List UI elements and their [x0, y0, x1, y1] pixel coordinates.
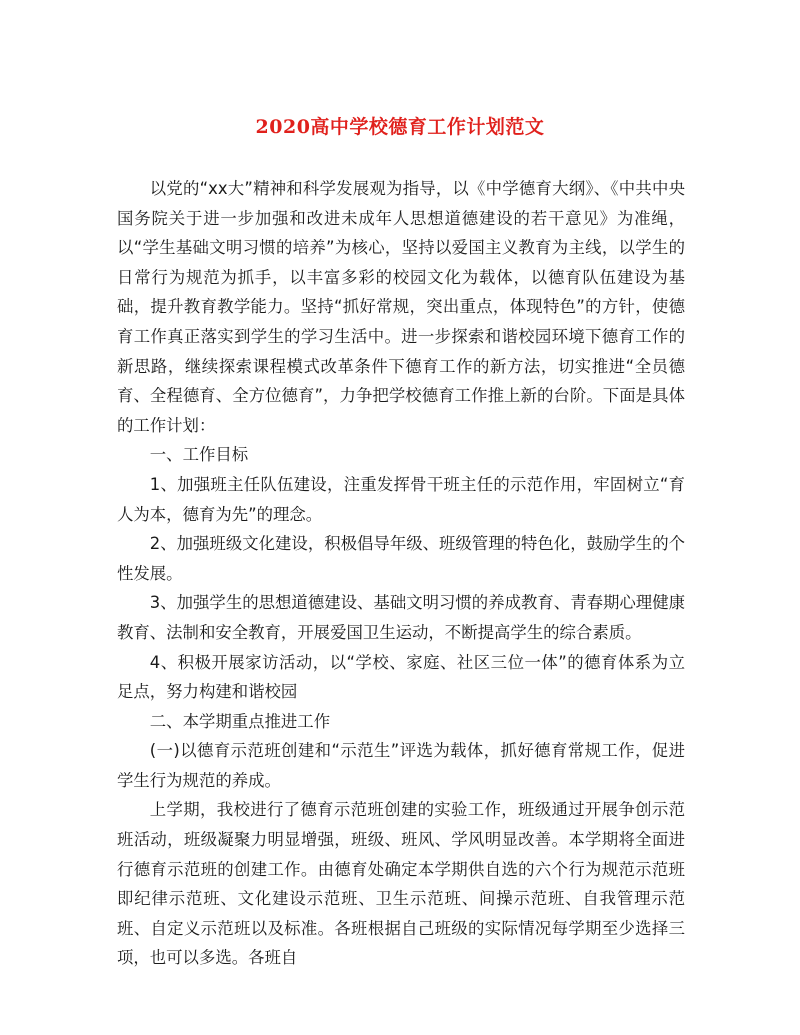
document-body: [117, 174, 685, 973]
section-heading-key-work: 二、本学期重点推进工作: [149, 711, 331, 731]
goal-item-3: 3、加强学生的思想道德建设、基础文明习惯的养成教育、青春期心理健康教育、法制和安全教育，开展爱国卫生运动，不断提高学生的综合素质。: [117, 593, 685, 642]
section-heading-goals: 一、工作目标: [149, 445, 249, 465]
intro-paragraph: 以党的“xx大”精神和科学发展观为指导，以《中学德育大纲》、《中共中央国务院关于进一步加强和改进未成年人思想道德建设的若干意见》为准绳，以“学生基础文明习惯的培养”为核心，坚持以爱国主义教育为主线，以学生的日常行为规范为抓手，以丰富多彩的校园文化为载体，以德育队伍建设为基础，提升教育教学能力。坚持“抓好常规，突出重点，体现特色”的方针，使德育工作真正落实到学生的学习生活中。进一步探索和谐校园环境下德育工作的新思路，继续探索课程模式改革条件下德育工作的新方法，切实推进“全员德育、全程德育、全方位德育”，力争把学校德育工作推上新的台阶。下面是具体的工作计划：: [117, 179, 685, 435]
key-work-detail-paragraph: 上学期，我校进行了德育示范班创建的实验工作，班级通过开展争创示范班活动，班级凝聚力明显增强，班级、班风、学风明显改善。本学期将全面进行德育示范班的创建工作。由德育处确定本学期供自选的六个行为规范示范班即纪律示范班、文化建设示范班、卫生示范班、间操示范班、自我管理示范班、自定义示范班以及标准。各班根据自己班级的实际情况每学期至少选择三项，也可以多选。各班自: [117, 800, 685, 968]
goal-item-4: 4、积极开展家访活动，以“学校、家庭、社区三位一体”的德育体系为立足点，努力构建和谐校园: [117, 652, 685, 702]
goal-item-1: 1、加强班主任队伍建设，注重发挥骨干班主任的示范作用，牢固树立“育人为本，德育为先”的理念。: [117, 474, 685, 524]
goal-item-2: 2、加强班级文化建设，积极倡导年级、班级管理的特色化，鼓励学生的个性发展。: [117, 534, 685, 583]
key-work-item-1: (一)以德育示范班创建和“示范生”评选为载体，抓好德育常规工作，促进学生行为规范的养成。: [117, 741, 685, 790]
document-title: 2020高中学校德育工作计划范文: [255, 116, 545, 138]
